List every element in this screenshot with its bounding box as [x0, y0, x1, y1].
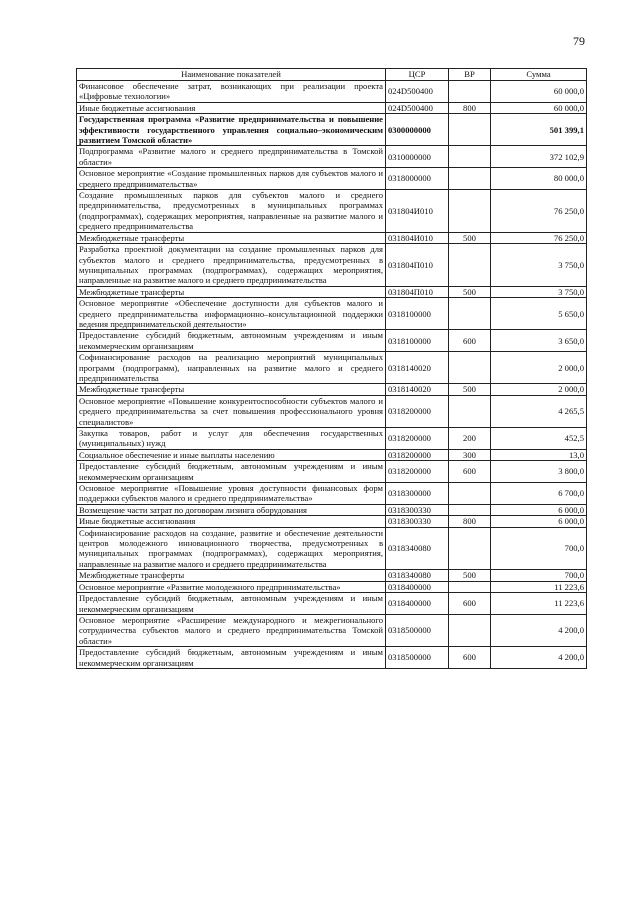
cell-csr: 0318200000 [386, 449, 449, 460]
cell-vr: 500 [449, 570, 491, 581]
cell-sum: 700,0 [491, 570, 587, 581]
cell-vr: 600 [449, 461, 491, 483]
cell-name: Основное мероприятие «Повышение конкурентоспособности субъектов малого и среднего предпринимательства за счет повышения профессионального уровня специалистов» [77, 395, 386, 427]
cell-csr: 0318100000 [386, 330, 449, 352]
cell-vr [449, 527, 491, 570]
cell-vr: 200 [449, 428, 491, 450]
cell-name: Основное мероприятие «Обеспечение доступности для субъектов малого и среднего предпринимательства информационно–консультационной поддержки ведения предпринимательской деятельности» [77, 298, 386, 330]
cell-vr: 300 [449, 449, 491, 460]
table-row [77, 483, 587, 505]
cell-name: Иные бюджетные ассигнования [77, 102, 386, 113]
cell-csr: 0318000000 [386, 168, 449, 190]
cell-name: Межбюджетные трансферты [77, 232, 386, 243]
cell-vr [449, 168, 491, 190]
table-row [77, 298, 587, 330]
cell-sum: 60 000,0 [491, 102, 587, 113]
cell-vr [449, 190, 491, 233]
cell-sum: 11 223,6 [491, 593, 587, 615]
cell-name: Основное мероприятие «Создание промышленных парков для субъектов малого и среднего предпринимательства» [77, 168, 386, 190]
cell-sum: 4 200,0 [491, 647, 587, 669]
table-row [77, 527, 587, 570]
cell-name: Межбюджетные трансферты [77, 384, 386, 395]
cell-csr: 0318500000 [386, 647, 449, 669]
table-row [77, 581, 587, 592]
cell-sum: 5 650,0 [491, 298, 587, 330]
cell-vr [449, 146, 491, 168]
table-row [77, 428, 587, 450]
cell-name: Основное мероприятие «Расширение международного и межрегионального сотрудничества субъектов малого и среднего предпринимательства Томской области» [77, 614, 386, 646]
cell-csr: 0310000000 [386, 146, 449, 168]
table-row [77, 614, 587, 646]
cell-name: Предоставление субсидий бюджетным, автономным учреждениям и иным некоммерческим организациям [77, 330, 386, 352]
cell-name: Разработка проектной документации на создание промышленных парков для субъектов малого и среднего предпринимательства, предусмотренных в муниципальных программах (подпрограммах), содержащих мероприятия, направленные на развитие малого и среднего предпринимательства [77, 244, 386, 287]
cell-vr: 600 [449, 647, 491, 669]
cell-vr: 800 [449, 516, 491, 527]
cell-csr: 031804П010 [386, 286, 449, 297]
cell-sum: 372 102,9 [491, 146, 587, 168]
cell-sum: 4 265,5 [491, 395, 587, 427]
header-vr: ВР [449, 69, 491, 81]
cell-vr [449, 114, 491, 146]
cell-csr: 031804И010 [386, 190, 449, 233]
table-row [77, 461, 587, 483]
cell-vr: 500 [449, 286, 491, 297]
cell-name: Государственная программа «Развитие предпринимательства и повышение эффективности государственного управления социально–экономическим развитием Томской области» [77, 114, 386, 146]
cell-name: Межбюджетные трансферты [77, 570, 386, 581]
table-row [77, 330, 587, 352]
cell-sum: 6 700,0 [491, 483, 587, 505]
table-row [77, 146, 587, 168]
cell-name: Межбюджетные трансферты [77, 286, 386, 297]
cell-csr: 0318140020 [386, 384, 449, 395]
cell-csr: 024D500400 [386, 81, 449, 103]
cell-vr [449, 244, 491, 287]
table-row [77, 593, 587, 615]
cell-vr: 500 [449, 384, 491, 395]
cell-csr: 0318400000 [386, 581, 449, 592]
cell-sum: 3 750,0 [491, 286, 587, 297]
cell-csr: 024D500400 [386, 102, 449, 113]
cell-vr [449, 395, 491, 427]
cell-vr [449, 483, 491, 505]
cell-sum: 4 200,0 [491, 614, 587, 646]
budget-table [76, 68, 587, 669]
cell-sum: 700,0 [491, 527, 587, 570]
cell-csr: 0318140020 [386, 352, 449, 384]
cell-vr: 600 [449, 593, 491, 615]
cell-csr: 0318300000 [386, 483, 449, 505]
cell-csr: 0318200000 [386, 395, 449, 427]
cell-sum: 501 399,1 [491, 114, 587, 146]
cell-name: Финансовое обеспечение затрат, возникающих при реализации проекта «Цифровые технологии» [77, 81, 386, 103]
cell-csr: 0318340080 [386, 570, 449, 581]
cell-sum: 60 000,0 [491, 81, 587, 103]
cell-csr: 0318340080 [386, 527, 449, 570]
table-row [77, 647, 587, 669]
cell-name: Софинансирование расходов на реализацию мероприятий муниципальных программ (подпрограмм), направленных на развитие малого и среднего предпринимательства [77, 352, 386, 384]
header-sum: Сумма [491, 69, 587, 81]
cell-name: Иные бюджетные ассигнования [77, 516, 386, 527]
cell-vr [449, 81, 491, 103]
cell-csr: 0318300330 [386, 504, 449, 515]
cell-name: Создание промышленных парков для субъектов малого и среднего предпринимательства, предусмотренных в муниципальных программах (подпрограммах), содержащих мероприятия, направленные на развитие малого и среднего предпринимательства [77, 190, 386, 233]
table-row [77, 516, 587, 527]
table-body [77, 81, 587, 669]
header-name: Наименование показателей [77, 69, 386, 81]
cell-sum: 2 000,0 [491, 384, 587, 395]
table-row [77, 244, 587, 287]
page-number: 79 [573, 34, 585, 48]
cell-name: Закупка товаров, работ и услуг для обеспечения государственных (муниципальных) нужд [77, 428, 386, 450]
cell-sum: 6 000,0 [491, 516, 587, 527]
cell-name: Предоставление субсидий бюджетным, автономным учреждениям и иным некоммерческим организациям [77, 593, 386, 615]
table-row [77, 384, 587, 395]
table-row [77, 570, 587, 581]
table-row [77, 81, 587, 103]
table-row [77, 232, 587, 243]
cell-vr [449, 614, 491, 646]
cell-vr: 600 [449, 330, 491, 352]
cell-sum: 76 250,0 [491, 190, 587, 233]
cell-name: Предоставление субсидий бюджетным, автономным учреждениям и иным некоммерческим организациям [77, 461, 386, 483]
cell-csr: 0318400000 [386, 593, 449, 615]
cell-vr: 800 [449, 102, 491, 113]
table-row [77, 168, 587, 190]
cell-name: Основное мероприятие «Повышение уровня доступности финансовых форм поддержки субъектов малого и среднего предпринимательства» [77, 483, 386, 505]
table-row [77, 190, 587, 233]
cell-name: Социальное обеспечение и иные выплаты населению [77, 449, 386, 460]
cell-sum: 11 223,6 [491, 581, 587, 592]
cell-csr: 0300000000 [386, 114, 449, 146]
cell-csr: 0318300330 [386, 516, 449, 527]
cell-name: Софинансирование расходов на создание, развитие и обеспечение деятельности центров молодежного инновационного творчества, предусмотренных в муниципальных программах (подпрограммах), содержащих мероприятия, направленные на развитие малого и среднего предпринимательства [77, 527, 386, 570]
table-row [77, 114, 587, 146]
cell-sum: 13,0 [491, 449, 587, 460]
cell-name: Предоставление субсидий бюджетным, автономным учреждениям и иным некоммерческим организациям [77, 647, 386, 669]
cell-name: Основное мероприятие «Развитие молодежного предпринимательства» [77, 581, 386, 592]
cell-name: Подпрограмма «Развитие малого и среднего предпринимательства в Томской области» [77, 146, 386, 168]
table-row [77, 395, 587, 427]
cell-sum: 80 000,0 [491, 168, 587, 190]
cell-csr: 031804П010 [386, 244, 449, 287]
cell-csr: 0318200000 [386, 461, 449, 483]
cell-csr: 031804И010 [386, 232, 449, 243]
cell-vr: 500 [449, 232, 491, 243]
table-header-row [77, 69, 587, 81]
table-row [77, 504, 587, 515]
cell-sum: 3 800,0 [491, 461, 587, 483]
cell-vr [449, 581, 491, 592]
table-row [77, 352, 587, 384]
cell-vr [449, 504, 491, 515]
cell-sum: 452,5 [491, 428, 587, 450]
cell-sum: 76 250,0 [491, 232, 587, 243]
table-row [77, 102, 587, 113]
cell-vr [449, 352, 491, 384]
cell-vr [449, 298, 491, 330]
cell-sum: 2 000,0 [491, 352, 587, 384]
cell-name: Возмещение части затрат по договорам лизинга оборудования [77, 504, 386, 515]
cell-csr: 0318100000 [386, 298, 449, 330]
header-csr: ЦСР [386, 69, 449, 81]
cell-sum: 6 000,0 [491, 504, 587, 515]
cell-sum: 3 650,0 [491, 330, 587, 352]
table-row [77, 449, 587, 460]
cell-csr: 0318200000 [386, 428, 449, 450]
cell-csr: 0318500000 [386, 614, 449, 646]
table-row [77, 286, 587, 297]
cell-sum: 3 750,0 [491, 244, 587, 287]
